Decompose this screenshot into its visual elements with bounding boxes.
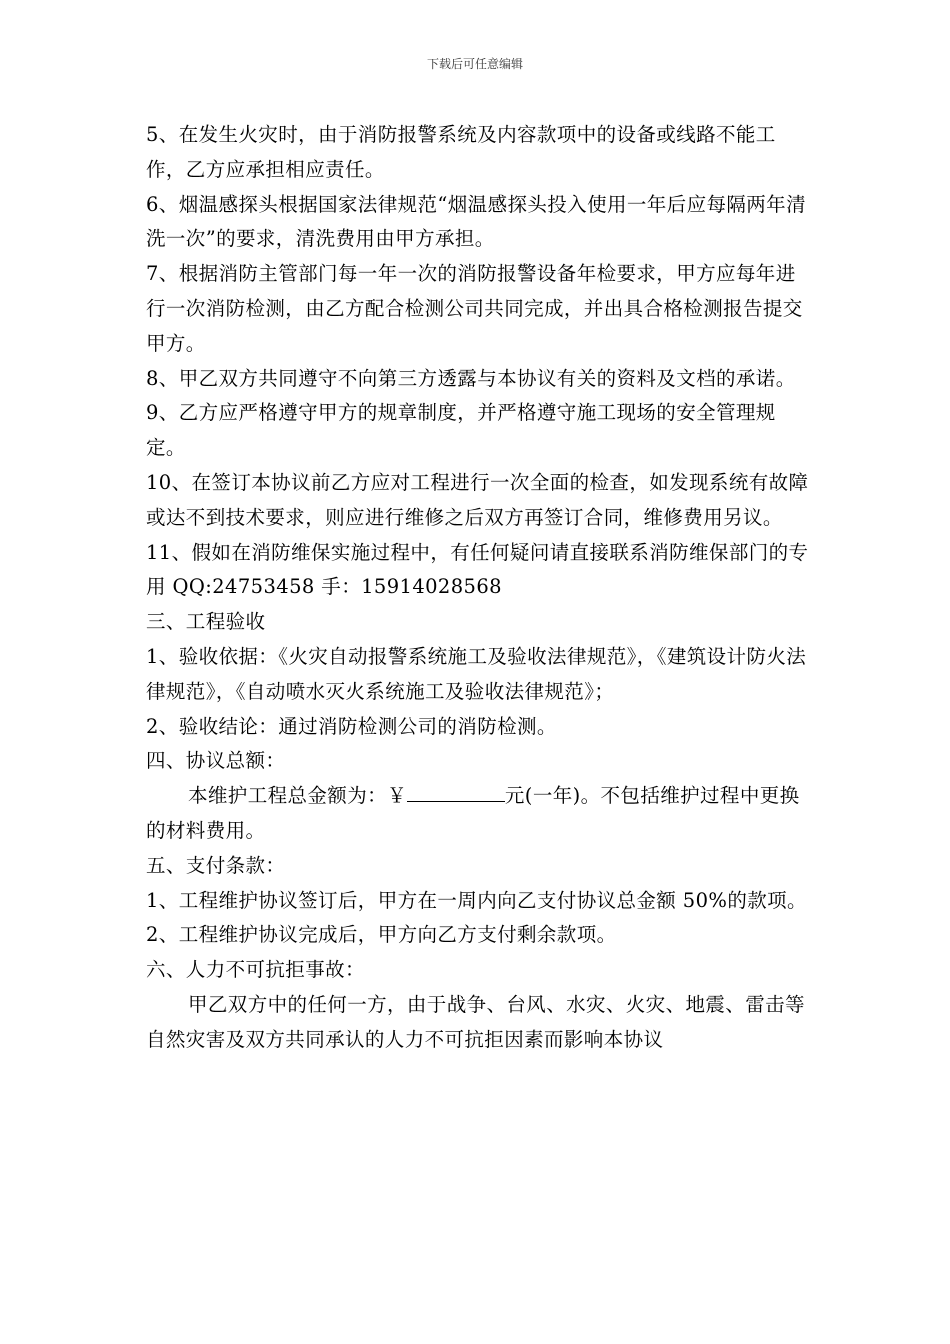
clause-5: 5、在发生火灾时，由于消防报警系统及内容款项中的设备或线路不能工作，乙方应承担相应责任。 bbox=[146, 123, 776, 181]
total-amount-suffix: 元(一年)。不包括维护过程中更换的材料费用。 bbox=[146, 784, 800, 842]
section-3-heading: 三、工程验收 bbox=[146, 610, 266, 634]
section-4-heading: 四、协议总额： bbox=[146, 749, 286, 773]
page-header-note: 下载后可任意编辑 bbox=[426, 57, 523, 71]
force-majeure-paragraph: 甲乙双方中的任何一方，由于战争、台风、水灾、火灾、地震、雷击等自然灾害及双方共同承认的人力不可抗拒因素而影响本协议 bbox=[146, 992, 805, 1051]
payment-term-1: 1、工程维护协议签订后，甲方在一周内向乙支付协议总金额 50%的款项。 bbox=[146, 888, 807, 912]
acceptance-conclusion: 2、验收结论：通过消防检测公司的消防检测。 bbox=[146, 714, 557, 738]
total-amount-prefix: 本维护工程总金额为：￥ bbox=[188, 784, 407, 808]
document-body bbox=[146, 118, 811, 1058]
clause-7: 7、根据消防主管部门每一年一次的消防报警设备年检要求，甲方应每年进行一次消防检测，由乙方配合检测公司共同完成，并出具合格检测报告提交甲方。 bbox=[146, 262, 803, 355]
clause-10: 10、在签订本协议前乙方应对工程进行一次全面的检查，如发现系统有故障或达不到技术要求，则应进行维修之后双方再签订合同，维修费用另议。 bbox=[146, 470, 809, 529]
section-5-heading: 五、支付条款： bbox=[146, 853, 286, 877]
clause-6: 6、烟温感探头根据国家法律规范“烟温感探头投入使用一年后应每隔两年清洗一次”的要求，清洗费用由甲方承担。 bbox=[146, 192, 806, 251]
clause-8: 8、甲乙双方共同遵守不向第三方透露与本协议有关的资料及文档的承诺。 bbox=[146, 366, 796, 390]
acceptance-basis: 1、验收依据：《火灾自动报警系统施工及验收法律规范》，《建筑设计防火法律规范》，《自动喷水灭火系统施工及验收法律规范》； bbox=[146, 644, 807, 703]
amount-blank-line bbox=[407, 779, 505, 802]
section-6-heading: 六、人力不可抗拒事故： bbox=[146, 958, 365, 982]
payment-term-2: 2、工程维护协议完成后，甲方向乙方支付剩余款项。 bbox=[146, 923, 617, 947]
clause-9: 9、乙方应严格遵守甲方的规章制度，并严格遵守施工现场的安全管理规定。 bbox=[146, 401, 776, 460]
total-amount-paragraph bbox=[146, 779, 811, 849]
clause-11: 11、假如在消防维保实施过程中，有任何疑问请直接联系消防维保部门的专用 QQ:24753458 手：15914028568 bbox=[146, 540, 809, 599]
